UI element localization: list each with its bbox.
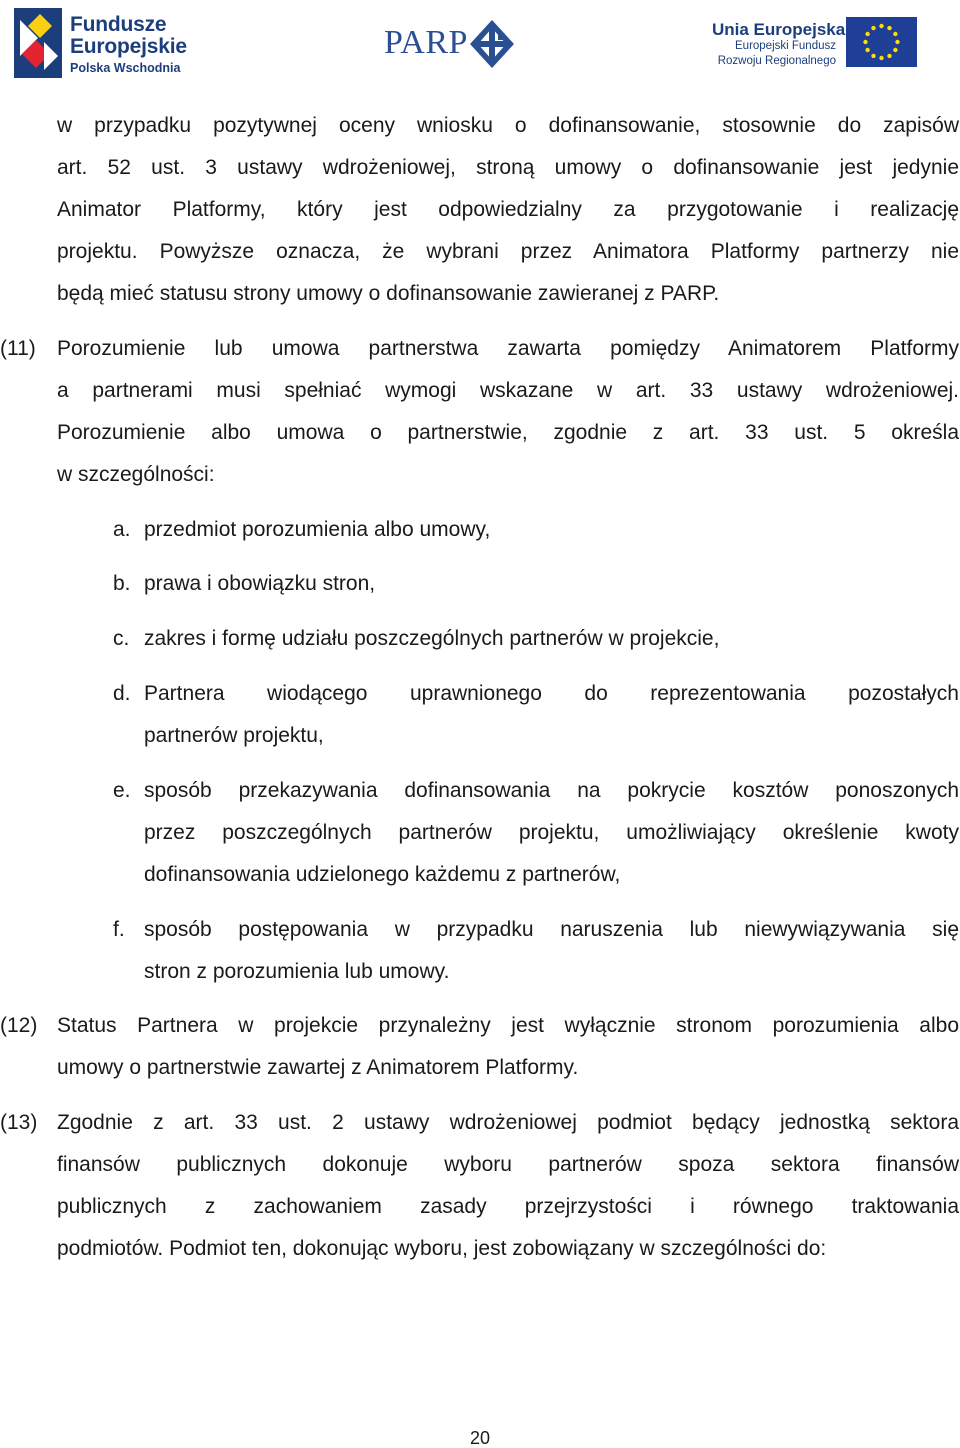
text-line: Porozumienie albo umowa o partnerstwie, zgodnie z art. 33 ust. 5 określa — [57, 421, 959, 444]
unia-europejska-logo — [712, 17, 922, 73]
list-marker: a. — [113, 518, 131, 541]
text-line: sposób postępowania w przypadku naruszenia lub niewywiązywania się — [144, 918, 959, 941]
text-line: prawa i obowiązku stron, — [144, 572, 376, 595]
text-line: art. 52 ust. 3 ustawy wdrożeniowej, stroną umowy o dofinansowanie jest jedynie — [57, 156, 959, 179]
parp-logo — [384, 16, 524, 72]
list-marker: e. — [113, 779, 131, 802]
parp-emblem-icon — [470, 20, 514, 68]
text-line: Status Partnera w projekcie przynależny jest wyłącznie stronom porozumienia albo — [57, 1014, 959, 1037]
text-line: stron z porozumienia lub umowy. — [144, 960, 450, 983]
fundusze-europejskie-wordmark — [70, 14, 187, 75]
text-line: projektu. Powyższe oznacza, że wybrani przez Animatora Platformy partnerzy nie — [57, 240, 959, 263]
text-line: w szczególności: — [57, 463, 215, 486]
text-line: umowy o partnerstwie zawartej z Animatorem Platformy. — [57, 1056, 579, 1079]
fe-logo-line2: Europejskie — [70, 35, 187, 58]
paragraph-number: (13) — [0, 1111, 38, 1134]
text-line: dofinansowania udzielonego każdemu z partnerów, — [144, 863, 621, 886]
list-marker: c. — [113, 627, 130, 650]
text-line: w przypadku pozytywnej oceny wniosku o dofinansowanie, stosownie do zapisów — [57, 114, 959, 137]
page-number: 20 — [469, 1428, 491, 1448]
text-line: publicznych z zachowaniem zasady przejrzystości i równego traktowania — [57, 1195, 959, 1218]
text-line: będą mieć statusu strony umowy o dofinansowanie zawieranej z PARP. — [57, 282, 720, 305]
paragraph-number: (11) — [0, 337, 36, 360]
list-marker: d. — [113, 682, 131, 705]
text-line: podmiotów. Podmiot ten, dokonując wyboru, jest zobowiązany w szczególności do: — [57, 1237, 827, 1260]
text-line: finansów publicznych dokonuje wyboru partnerów spoza sektora finansów — [57, 1153, 959, 1176]
unia-europejska-wordmark — [712, 20, 846, 67]
text-line: przedmiot porozumienia albo umowy, — [144, 518, 491, 541]
fundusze-europejskie-logo — [14, 8, 214, 80]
text-line: a partnerami musi spełniać wymogi wskazane w art. 33 ustawy wdrożeniowej. — [57, 379, 959, 402]
text-line: Zgodnie z art. 33 ust. 2 ustawy wdrożeniowej podmiot będący jednostką sektora — [57, 1111, 959, 1134]
fe-logo-line3: Polska Wschodnia — [70, 61, 181, 75]
text-line: Animator Platformy, który jest odpowiedzialny za przygotowanie i realizację — [57, 198, 959, 221]
ue-logo-line3: Rozwoju Regionalnego — [717, 54, 836, 67]
fe-logo-line1: Fundusze — [70, 13, 167, 36]
ue-logo-line2: Europejski Fundusz — [735, 40, 836, 52]
eu-flag-icon — [846, 17, 917, 67]
text-line: Partnera wiodącego uprawnionego do reprezentowania pozostałych — [144, 682, 959, 705]
text-line: Porozumienie lub umowa partnerstwa zawarta pomiędzy Animatorem Platformy — [57, 337, 959, 360]
list-marker: f. — [113, 918, 125, 941]
fundusze-europejskie-emblem-icon — [14, 8, 66, 78]
paragraph-number: (12) — [0, 1014, 38, 1037]
text-line: przez poszczególnych partnerów projektu, umożliwiający określenie kwoty — [144, 821, 959, 844]
page-header — [0, 0, 960, 90]
list-marker: b. — [113, 572, 131, 595]
text-line: sposób przekazywania dofinansowania na pokrycie kosztów ponoszonych — [144, 779, 959, 802]
parp-wordmark: PARP — [384, 24, 468, 61]
ue-logo-line1: Unia Europejska — [712, 20, 846, 39]
text-line: partnerów projektu, — [144, 724, 324, 747]
text-line: zakres i formę udziału poszczególnych partnerów w projekcie, — [144, 627, 720, 650]
